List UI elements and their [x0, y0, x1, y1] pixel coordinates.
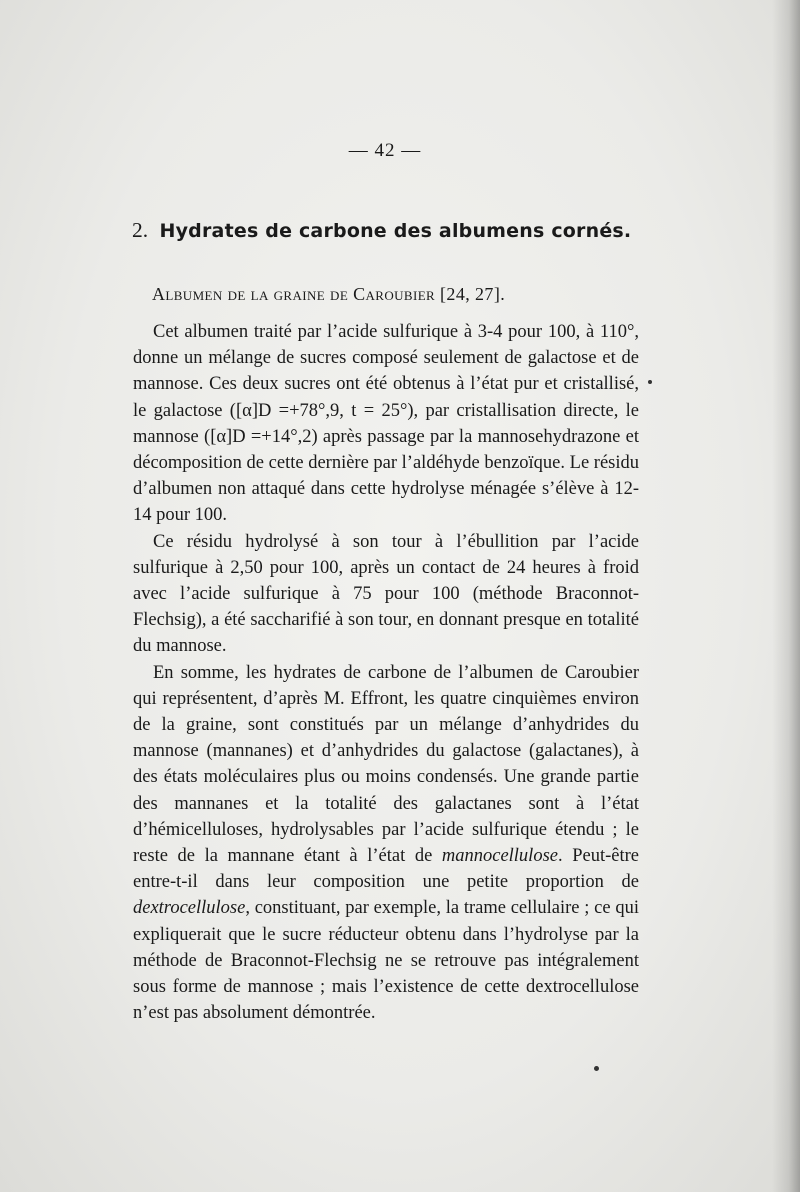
paragraph-3-text-c: , constituant, par exemple, la trame cellulaire ; ce qui expliquerait que le sucre réducteur obtenu dans l’hydrolyse par la méthode de Braconnot-Flechsig ne se retrouve pas intégralement sous forme de mannose ; mais l’existence de cette dextrocellulose n’est pas absolument démontrée.: [133, 898, 639, 1024]
term-dextrocellulose: dextrocellulose: [133, 898, 246, 919]
paragraph-2: Ce résidu hydrolysé à son tour à l’ébullition par l’acide sulfurique à 2,50 pour 100, après un contact de 24 heures à froid avec l’acide sulfurique à 75 pour 100 (méthode Braconnot-Flechsig), a été saccharifié à son tour, en donnant presque en totalité du mannose.: [133, 531, 639, 657]
section-heading: [132, 218, 631, 243]
body-text: [133, 319, 639, 1026]
page-edge-shadow: [772, 0, 800, 1192]
subsection-heading: Albumen de la graine de Caroubier [24, 27].: [152, 284, 506, 304]
section-title: Hydrates de carbone des albumens cornés.: [159, 220, 632, 242]
ink-speck: [648, 380, 652, 384]
section-number: 2.: [132, 218, 149, 242]
paragraph-3-text-a: En somme, les hydrates de carbone de l’albumen de Caroubier qui représentent, d’après M. Effront, les quatre cinquièmes environ de la graine, sont constitués par un mélange d’anhydrides du mannose (mannanes) et d’anhydrides du galactose (galactanes), à des états moléculaires plus ou moins condensés. Une grande partie des mannanes et la totalité des galactanes sont à l’état d’hémicelluloses, hydrolysables par l’acide sulfurique étendu ; le reste de la mannane étant à l’état de: [133, 662, 639, 867]
paragraph-1: Cet albumen traité par l’acide sulfurique à 3-4 pour 100, à 110°, donne un mélange de sucres composé seulement de galactose et de mannose. Ces deux sucres ont été obtenus à l’état pur et cristallisé, le galactose ([α]D =+78°,9, t = 25°), par cristallisation directe, le mannose ([α]D =+14°,2) après passage par la mannosehydrazone et décomposition de cette dernière par l’aldéhyde benzoïque. Le résidu d’albumen non attaqué dans cette hydrolyse ménagée s’élève à 12-14 pour 100.: [133, 322, 639, 526]
term-mannocellulose: mannocellulose: [441, 846, 558, 867]
page-number: — 42 —: [348, 140, 422, 161]
paragraph-3-text-b: . Peut-être entre-t-il dans leur composition une petite proportion de: [133, 846, 639, 893]
paragraph-3: [133, 660, 639, 1027]
ink-speck: [594, 1066, 599, 1071]
